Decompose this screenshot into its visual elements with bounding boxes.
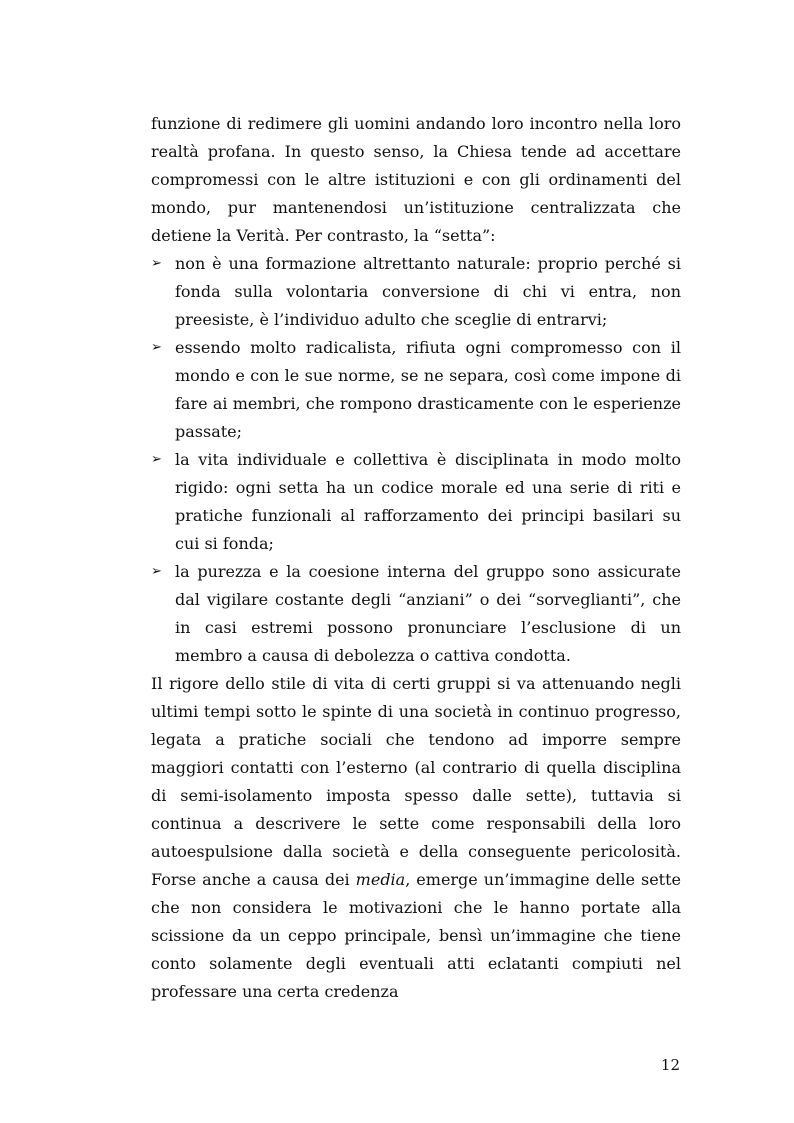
arrowhead-bullet-icon: ➢ [151, 564, 162, 579]
list-item-text: la vita individuale e collettiva è disciplinata in modo molto rigido: ogni setta ha un codice morale ed una serie di riti e pratiche funzionali al rafforzamento dei principi basilari su cui si fonda; [175, 450, 681, 553]
arrowhead-bullet-icon: ➢ [151, 256, 162, 271]
list-item-text: la purezza e la coesione interna del gruppo sono assicurate dal vigilare costante degli “anziani” o dei “sorveglianti”, che in casi estremi possono pronunciare l’esclusione di un membro a causa di debolezza o cattiva condotta. [175, 562, 681, 665]
arrowhead-bullet-icon: ➢ [151, 452, 162, 467]
bullet-list [151, 250, 681, 670]
list-item [151, 334, 681, 446]
intro-paragraph: funzione di redimere gli uomini andando loro incontro nella loro realtà profana. In questo senso, la Chiesa tende ad accettare compromessi con le altre istituzioni e con gli ordinamenti del mondo, pur mantenendosi un’istituzione centralizzata che detiene la Verità. Per contrasto, la “setta”: [151, 114, 681, 245]
closing-paragraph-part1: Il rigore dello stile di vita di certi gruppi si va attenuando negli ultimi tempi sotto le spinte di una società in continuo progresso, legata a pratiche sociali che tendono ad imporre sempre maggiori contatti con l’esterno (al contrario di quella disciplina di semi-isolamento imposta spesso dalle sette), tuttavia si continua a descrivere le sette come responsabili della loro autoespulsione dalla società e della conseguente pericolosità. Forse anche a causa dei [151, 674, 681, 889]
page-number: 12 [660, 1056, 680, 1074]
list-item [151, 558, 681, 670]
list-item-text: non è una formazione altrettanto naturale: proprio perché si fonda sulla volontaria conversione di chi vi entra, non preesiste, è l’individuo adulto che sceglie di entrarvi; [175, 254, 681, 329]
closing-paragraph [151, 670, 681, 1006]
closing-paragraph-part2: , emerge un’immagine delle sette che non considera le motivazioni che le hanno portate alla scissione da un ceppo principale, bensì un’immagine che tiene conto solamente degli eventuali atti eclatanti compiuti nel professare una certa credenza [151, 870, 681, 1001]
body-text [151, 110, 681, 1006]
list-item [151, 250, 681, 334]
list-item [151, 446, 681, 558]
arrowhead-bullet-icon: ➢ [151, 340, 162, 355]
list-item-text: essendo molto radicalista, rifiuta ogni compromesso con il mondo e con le sue norme, se ne separa, così come impone di fare ai membri, che rompono drasticamente con le esperienze passate; [175, 338, 681, 441]
emphasized-term: media [355, 870, 406, 889]
